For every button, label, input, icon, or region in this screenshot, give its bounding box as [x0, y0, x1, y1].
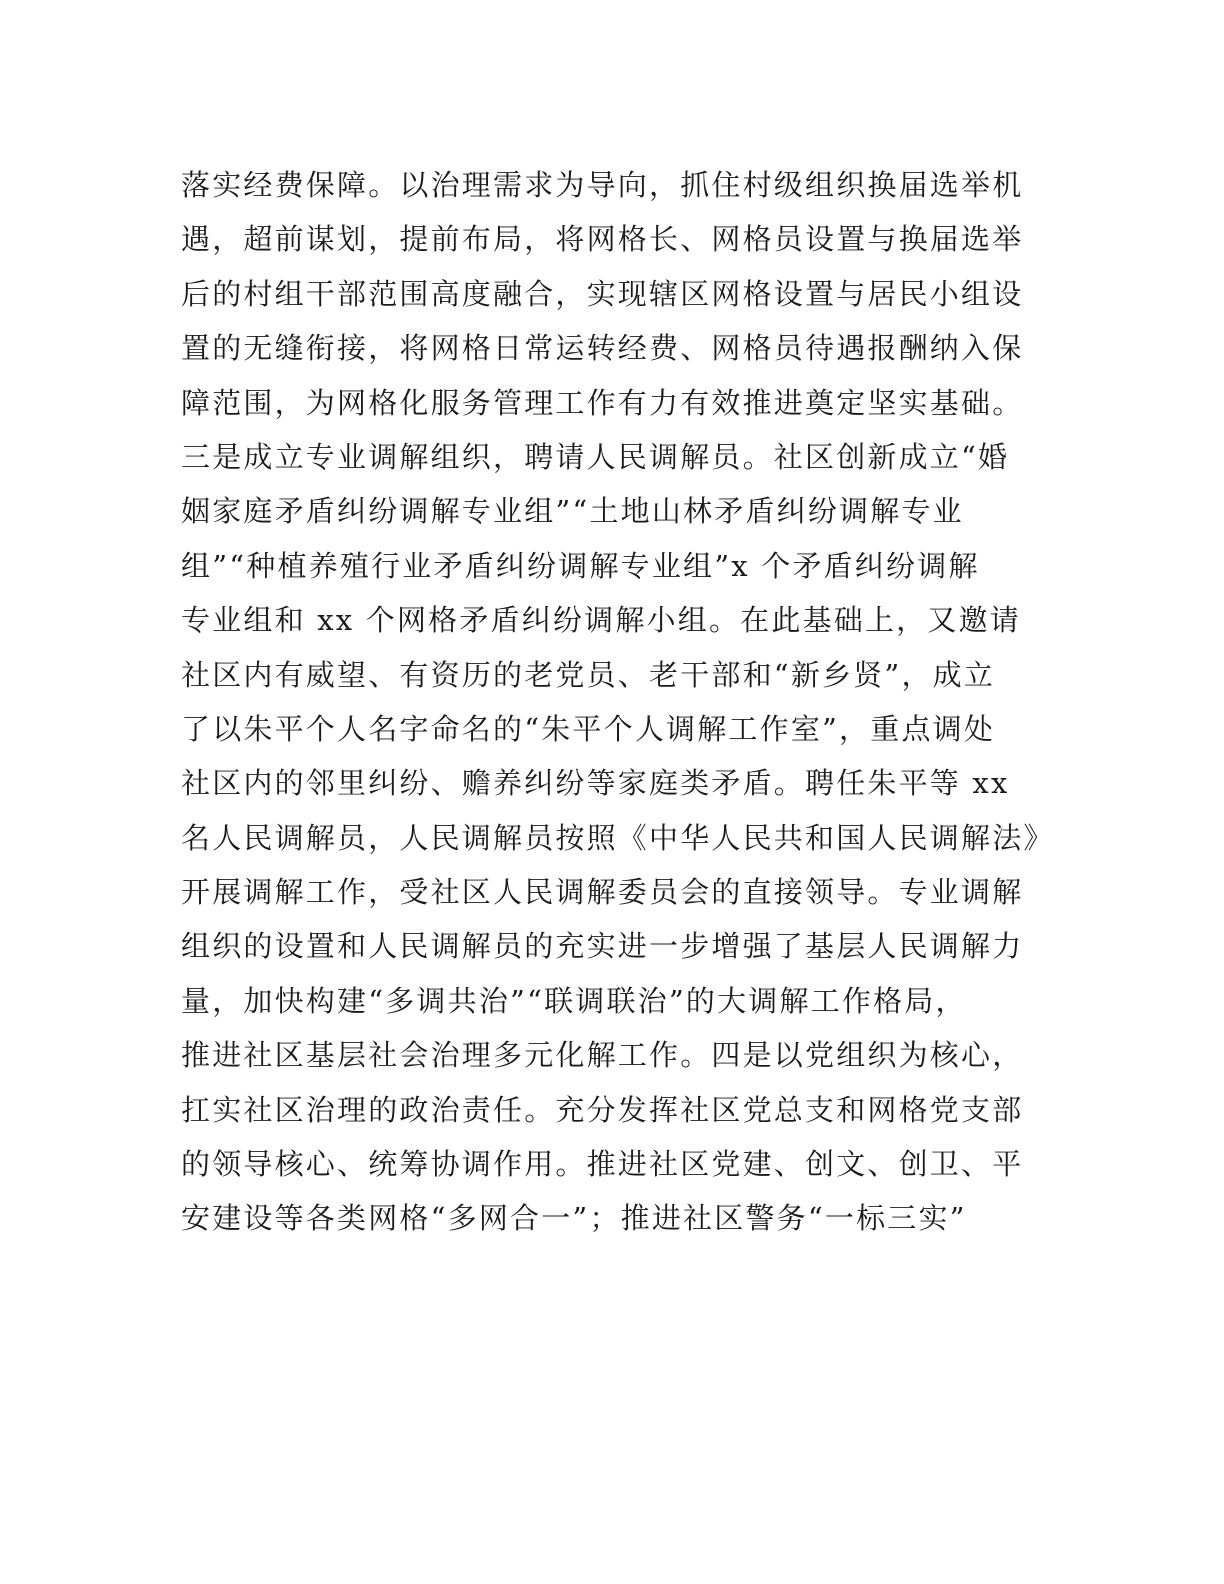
- text-line: 了以朱平个人名字命名的“朱平个人调解工作室”，重点调处: [181, 711, 996, 746]
- text-line: 专业组和 xx 个网格矛盾纠纷调解小组。在此基础上，又邀请: [181, 603, 1021, 638]
- text-line: 社区内的邻里纠纷、赡养纠纷等家庭类矛盾。聘任朱平等 xx: [181, 766, 1010, 801]
- text-line: 扛实社区治理的政治责任。充分发挥社区党总支和网格党支部: [181, 1092, 1024, 1127]
- text-line: 推进社区基层社会治理多元化解工作。四是以党组织为核心，: [181, 1038, 1024, 1073]
- text-line: 三是成立专业调解组织，聘请人民调解员。社区创新成立“婚: [181, 439, 1010, 474]
- text-line: 障范围，为网格化服务管理工作有力有效推进奠定坚实基础。: [181, 385, 1024, 420]
- text-line: 名人民调解员，人民调解员按照《中华人民共和国人民调解法》: [181, 820, 1055, 855]
- text-line: 量，加快构建“多调共治”“联调联治”的大调解工作格局，: [181, 983, 967, 1018]
- text-line: 社区内有威望、有资历的老党员、老干部和“新乡贤”，成立: [181, 657, 996, 692]
- text-line: 落实经费保障。以治理需求为导向，抓住村级组织换届选举机: [181, 168, 1024, 202]
- text-line: 姻家庭矛盾纠纷调解专业组”“土地山林矛盾纠纷调解专业: [181, 494, 964, 529]
- text-line: 后的村组干部范围高度融合，实现辖区网格设置与居民小组设: [181, 276, 1024, 311]
- text-line: 组织的设置和人民调解员的充实进一步增强了基层人民调解力: [181, 929, 1024, 964]
- text-line: 置的无缝衔接，将网格日常运转经费、网格员待遇报酬纳入保: [181, 331, 1024, 366]
- body-text: [181, 158, 1061, 1246]
- text-line: 开展调解工作，受社区人民调解委员会的直接领导。专业调解: [181, 875, 1024, 910]
- text-line: 安建设等各类网格“多网合一”；推进社区警务“一标三实”: [181, 1201, 967, 1236]
- text-line: 组”“种植养殖行业矛盾纠纷调解专业组”x 个矛盾纠纷调解: [181, 548, 980, 583]
- text-line: 的领导核心、统筹协调作用。推进社区党建、创文、创卫、平: [181, 1147, 1024, 1182]
- text-line: 遇，超前谋划，提前布局，将网格长、网格员设置与换届选举: [181, 222, 1024, 257]
